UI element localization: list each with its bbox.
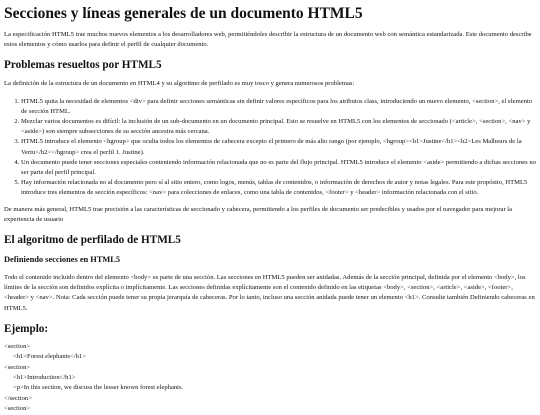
code-line: </section> xyxy=(4,394,32,402)
intro-paragraph: La especificación HTML5 trae muchos nuevos elementos a los desarrolladores web, permitiéndoles describir la estructura de un documento web con semántica estandarizada. Este documento describe estos elementos y cómo usarlos para definir el perfil de cualquier documento. xyxy=(4,31,532,49)
problems-lead: La definición de la estructura de un documento en HTML4 y su algoritmo de perfilado es muy tosco y genera numerosos problemas: xyxy=(4,80,355,88)
code-line: <p>In this section, we discuss the lesser known forest elephants. xyxy=(13,384,184,392)
problems-closing: De manera más general, HTML5 trae precisión a las características de seccionado y cabecera, permitiendo a los perfiles de documento ser predecibles y usados por el navegador para mejorar la experiencia de usuario xyxy=(4,205,513,223)
code-line: <h1>Forest elephants</h1> xyxy=(13,353,86,361)
problems-heading: Problemas resueltos por HTML5 xyxy=(4,59,162,72)
defining-sections-heading: Definiendo secciones en HTML5 xyxy=(4,255,121,265)
list-item: 2. Mezclar varios documentos es difícil: la inclusión de un sub-documento en un documento principal. Esto se resuelve en HTML5 con los elementos de seccionado (<article>, <section>, <nav> y <aside>) son siempre subsecciones de su sección ancestra más cercana. xyxy=(21,117,536,137)
algorithm-heading: El algoritmo de perfilado de HTML5 xyxy=(4,234,181,247)
problems-list xyxy=(4,97,536,199)
code-line: <section> xyxy=(4,405,31,413)
list-item: 3. HTML5 introduce el elemento <hgroup> que oculta todos los elementos de cabecera excepto el primero de más alto rango (por ejemplo, <hgroup><h1>Justine</h1><h2>Les Malheurs de la Vertu</h2></hgroup> crea el perfil 1. Justine). xyxy=(21,137,536,157)
code-line: <section> xyxy=(4,363,31,371)
code-line: <section> xyxy=(4,342,31,350)
page-title: Secciones y líneas generales de un documento HTML5 xyxy=(4,5,363,22)
list-item: 4. Un documento puede tener secciones especiales conteniendo información relacionada que no es parte del flujo principal. HTML5 introduce el elemento <aside> permitiendo a dichas secciones no ser parte del perfil principal. xyxy=(21,158,536,178)
list-item: 1. HTML5 quita la necesidad de elementos <div> para definir secciones semánticas sin definir valores específicos para los atributos class, introduciendo un nuevo elemento, <section>, el elemento de sección HTML. xyxy=(21,97,536,117)
example-code xyxy=(4,342,536,415)
list-item: 5. Hay información relacionada no al documento pero sí al sitio entero, como logos, menús, tablas de contenidos, o información de derechos de autor y notas legales. Para este propósito, HTML5 introduce tres elementos de sección específicos: <nav> para colecciones de enlaces, como una tabla de contenidos, <footer> y <header> información relacionada con el sitio. xyxy=(21,178,536,198)
algorithm-body: Todo el contenido incluido dentro del elemento <body> es parte de una sección. Las secciones en HTML5 pueden ser anidadas. Además de la sección principal, definida por el elemento <body>, los límites de la sección son definidos explícita o implícitamente. Las secciones definidas explícitamente son el contenido definido en las etiquetas <body>, <section>, <article>, <aside>, <footer>, <header> y <nav>. Nota: Cada sección puede tener su propia jerarquía de cabeceras. Por lo tanto, incluso una sección anidada puede tener un elemento <h1>. Consulte también Definiendo cabeceras en HTML5. xyxy=(4,274,535,312)
code-line: <h1>Introduction</h1> xyxy=(13,374,76,382)
example-heading: Ejemplo: xyxy=(4,322,49,335)
